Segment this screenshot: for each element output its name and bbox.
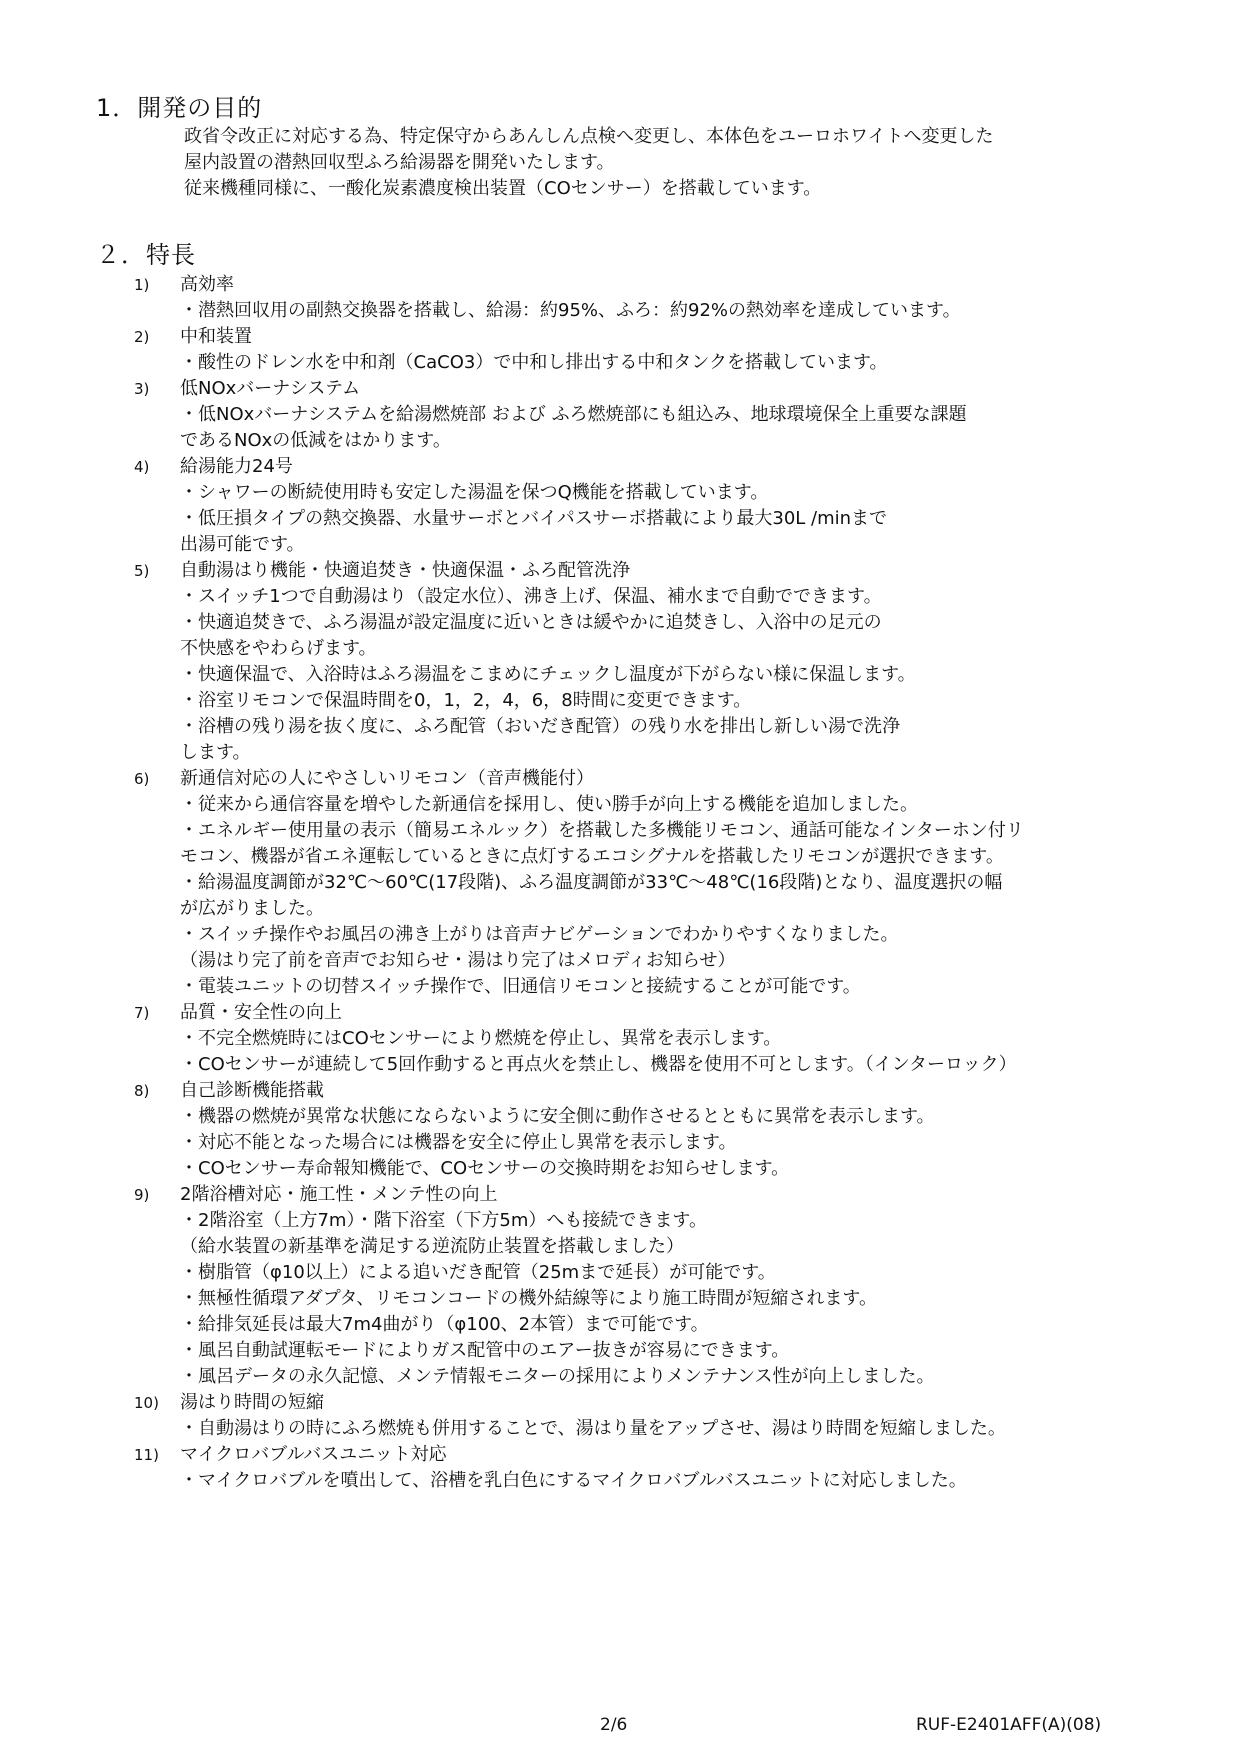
item-line: モコン、機器が省エネ運転しているときに点灯するエコシグナルを搭載したリモコンが選択できます。 bbox=[180, 846, 1004, 867]
item-heading: マイクロバブルバスユニット対応 bbox=[180, 1444, 447, 1465]
item-line: ・シャワーの断続使用時も安定した湯温を保つQ機能を搭載しています。 bbox=[180, 482, 769, 503]
item-number: 6) bbox=[134, 770, 150, 788]
item-line: ・樹脂管（φ10以上）による追いだき配管（25mまで延長）が可能です。 bbox=[180, 1262, 776, 1283]
item-line: ・低圧損タイプの熱交換器、水量サーボとバイパスサーボ搭載により最大30L /minまで bbox=[180, 508, 888, 529]
item-number: 10) bbox=[134, 1394, 159, 1412]
section1-line: 屋内設置の潜熱回収型ふろ給湯器を開発いたします。 bbox=[184, 152, 615, 173]
item-number: 2) bbox=[134, 328, 150, 346]
item-heading: 2階浴槽対応・施工性・メンテ性の向上 bbox=[180, 1184, 498, 1205]
item-line: （湯はり完了前を音声でお知らせ・湯はり完了はメロディお知らせ） bbox=[180, 950, 736, 971]
item-heading: 高効率 bbox=[180, 274, 234, 295]
item-line: ・スイッチ操作やお風呂の沸き上がりは音声ナビゲーションでわかりやすくなりました。 bbox=[180, 924, 899, 945]
section1-title: 1．開発の目的 bbox=[96, 94, 263, 122]
item-line: が広がりました。 bbox=[180, 898, 324, 919]
item-line: であるNOxの低減をはかります。 bbox=[180, 430, 451, 451]
item-line: ・潜熱回収用の副熱交換器を搭載し、給湯：約95%、ふろ：約92%の熱効率を達成しています。 bbox=[180, 300, 961, 321]
item-line: ・風呂データの永久記憶、メンテ情報モニターの採用によりメンテナンス性が向上しました。 bbox=[180, 1366, 935, 1387]
item-heading: 品質・安全性の向上 bbox=[180, 1002, 342, 1023]
item-number: 3) bbox=[134, 380, 150, 398]
item-line: ・浴槽の残り湯を抜く度に、ふろ配管（おいだき配管）の残り水を排出し新しい湯で洗浄 bbox=[180, 716, 900, 737]
item-line: ・無極性循環アダプタ、リモコンコードの機外結線等により施工時間が短縮されます。 bbox=[180, 1288, 877, 1309]
item-number: 7) bbox=[134, 1004, 150, 1022]
item-line: ・快適保温で、入浴時はふろ湯温をこまめにチェックし温度が下がらない様に保温します。 bbox=[180, 664, 916, 685]
item-heading: 湯はり時間の短縮 bbox=[180, 1392, 324, 1413]
item-line: ・不完全燃焼時にはCOセンサーにより燃焼を停止し、異常を表示します。 bbox=[180, 1028, 782, 1049]
item-line: ・酸性のドレン水を中和剤（CaCO3）で中和し排出する中和タンクを搭載しています。 bbox=[180, 352, 888, 373]
document-code: RUF-E2401AFF(A)(08) bbox=[916, 1715, 1102, 1735]
item-line: ・自動湯はりの時にふろ燃焼も併用することで、湯はり量をアップさせ、湯はり時間を短縮しました。 bbox=[180, 1418, 1006, 1439]
section2-title: ２．特長 bbox=[96, 241, 196, 269]
item-heading: 低NOxバーナシステム bbox=[180, 378, 361, 399]
item-line: 出湯可能です。 bbox=[180, 534, 305, 555]
item-line: ・従来から通信容量を増やした新通信を採用し、使い勝手が向上する機能を追加しました。 bbox=[180, 794, 918, 815]
item-heading: 自動湯はり機能・快適追焚き・快適保温・ふろ配管洗浄 bbox=[180, 560, 630, 581]
item-line: ・対応不能となった場合には機器を安全に停止し異常を表示します。 bbox=[180, 1132, 737, 1153]
item-line: ・浴室リモコンで保温時間を0，1，2，4，6，8時間に変更できます。 bbox=[180, 690, 752, 711]
item-number: 9) bbox=[134, 1186, 150, 1204]
item-heading: 自己診断機能搭載 bbox=[180, 1080, 324, 1101]
item-number: 5) bbox=[134, 562, 150, 580]
item-line: （給水装置の新基準を満足する逆流防止装置を搭載しました） bbox=[180, 1236, 684, 1257]
item-line: ・給排気延長は最大7m4曲がり（φ100、2本管）まで可能です。 bbox=[180, 1314, 709, 1335]
item-line: ・快適追焚きで、ふろ湯温が設定温度に近いときは緩やかに追焚きし、入浴中の足元の bbox=[180, 612, 882, 633]
item-heading: 給湯能力24号 bbox=[180, 456, 293, 477]
item-line: ・低NOxバーナシステムを給湯燃焼部 および ふろ燃焼部にも組込み、地球環境保全上重要な課題 bbox=[180, 404, 967, 425]
item-line: ・2階浴室（上方7m）・階下浴室（下方5m）へも接続できます。 bbox=[180, 1210, 707, 1231]
item-line: します。 bbox=[180, 742, 251, 763]
item-line: ・電装ユニットの切替スイッチ操作で、旧通信リモコンと接続することが可能です。 bbox=[180, 976, 861, 997]
item-line: ・給湯温度調節が32℃～60℃(17段階)、ふろ温度調節が33℃～48℃(16段階)となり、温度選択の幅 bbox=[180, 872, 1003, 893]
item-line: ・マイクロバブルを噴出して、浴槽を乳白色にするマイクロバブルバスユニットに対応しました。 bbox=[180, 1470, 967, 1491]
item-line: ・風呂自動試運転モードによりガス配管中のエアー抜きが容易にできます。 bbox=[180, 1340, 790, 1361]
item-line: 不快感をやわらげます。 bbox=[180, 638, 377, 659]
item-line: ・COセンサー寿命報知機能で、COセンサーの交換時期をお知らせします。 bbox=[180, 1158, 790, 1179]
item-line: ・スイッチ1つで自動湯はり（設定水位）、沸き上げ、保温、補水まで自動でできます。 bbox=[180, 586, 882, 607]
item-line: ・COセンサーが連続して5回作動すると再点火を禁止し、機器を使用不可とします。（インターロック） bbox=[180, 1054, 1017, 1075]
item-heading: 中和装置 bbox=[180, 326, 252, 347]
item-heading: 新通信対応の人にやさしいリモコン（音声機能付） bbox=[180, 768, 594, 789]
item-number: 1) bbox=[134, 276, 150, 294]
section1-line: 従来機種同様に、一酸化炭素濃度検出装置（COセンサー）を搭載しています。 bbox=[184, 178, 822, 199]
page-number: 2/6 bbox=[600, 1715, 628, 1735]
item-line: ・エネルギー使用量の表示（簡易エネルック）を搭載した多機能リモコン、通話可能なインターホン付リ bbox=[180, 820, 1024, 841]
section1-line: 政省令改正に対応する為、特定保守からあんしん点検へ変更し、本体色をユーロホワイトへ変更した bbox=[184, 126, 994, 147]
item-line: ・機器の燃焼が異常な状態にならないように安全側に動作させるとともに異常を表示します。 bbox=[180, 1106, 935, 1127]
item-number: 8) bbox=[134, 1082, 150, 1100]
item-number: 11) bbox=[134, 1446, 159, 1464]
item-number: 4) bbox=[134, 458, 150, 476]
